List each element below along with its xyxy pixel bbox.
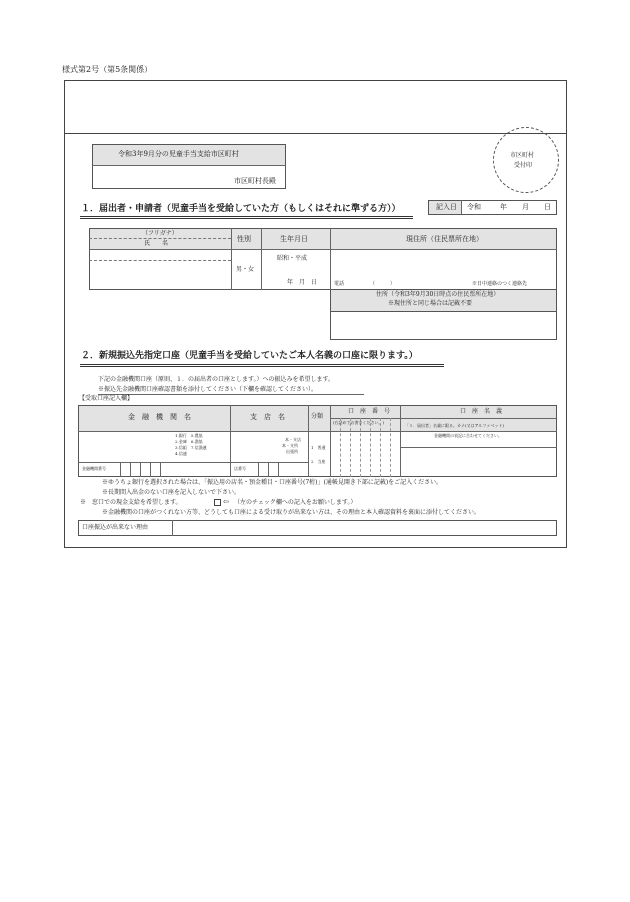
bank-type-2[interactable]: 2.金庫 6.漁協 — [175, 439, 203, 444]
stamp-line2: 受付印 — [514, 162, 533, 169]
reason-note: ※金融機関の口座がつくれない方等、どうしても口座による受け取りが出来ない方は、その理由と本人確認資料を裏面に添付してください。 — [102, 509, 481, 516]
name-field[interactable] — [90, 261, 230, 289]
col-account-no: 口 座 番 号 — [348, 408, 391, 415]
arrow-icon: ⇦ — [223, 498, 229, 506]
top-divider — [64, 133, 567, 134]
branch-name-field[interactable] — [231, 432, 283, 460]
entry-date-label: 記入日 — [436, 203, 457, 211]
stamp-line1: 市区町村 — [510, 152, 535, 159]
account-number-field[interactable] — [331, 432, 399, 476]
bank-type-1[interactable]: 1.銀行 5.農協 — [175, 433, 203, 438]
branch-type-3[interactable]: 出張所 — [286, 449, 298, 454]
section2-note2: ※振込先金融機関口座確認書類を添付してください（下欄を確認してください）。 — [98, 386, 318, 393]
bank-name-field[interactable] — [79, 432, 173, 460]
bank-type-4[interactable]: 4.信連 — [175, 451, 187, 456]
bank-type-3[interactable]: 3.信組 7.信漁連 — [175, 445, 207, 450]
prior-address-line2: ※現住所と同じ場合は記載不要 — [388, 300, 473, 307]
era-options[interactable]: 昭和・平成 — [277, 255, 308, 262]
col-branch: 支 店 名 — [250, 413, 285, 421]
reception-stamp — [493, 127, 559, 193]
furigana-label: （フリガナ） — [142, 230, 178, 237]
bank-section-label: 【受取口座記入欄】 — [79, 395, 134, 402]
name-label: 氏 名 — [144, 240, 169, 247]
cash-checkbox[interactable] — [214, 499, 221, 506]
entry-date-era: 令和 — [467, 203, 481, 211]
phone-field[interactable]: （ ） — [370, 281, 396, 287]
account-name-field[interactable] — [401, 448, 556, 476]
account-no-note: (右詰めでお書きください。) — [333, 420, 385, 425]
address-label: 現住所（住民票所在地） — [406, 235, 483, 243]
dob-ymd[interactable]: 年 月 日 — [287, 279, 318, 286]
col-account-name: 口 座 名 義 — [460, 408, 503, 415]
dob-label: 生年月日 — [280, 235, 308, 243]
bank-code-field[interactable] — [121, 463, 160, 476]
reason-label: 口座振込が出来ない理由 — [82, 524, 149, 531]
section1-title: １．届出者・申請者（児童手当を受給していた方（もしくはそれに準ずる方）） — [81, 204, 401, 214]
cash-note-tail: （左のチェック欄への記入をお願いします。） — [234, 499, 357, 506]
post-note2: ※長期間入出金のない口座を記入しないで下さい。 — [102, 489, 241, 496]
branch-type-2[interactable]: 本・支所 — [282, 443, 298, 448]
account-type-2[interactable]: 2 当座 — [311, 459, 326, 464]
account-name-note1: 「１．届出者」名義に限る。カナ(又はアルファベット) — [405, 423, 504, 428]
prior-address-field[interactable] — [330, 311, 557, 340]
municipality-header: 令和3年9月分の児童手当支給市区町村 — [118, 150, 239, 158]
section2-note1: 下記の金融機関口座（原則、１．の届出者の口座とします。）への振込みを希望します。 — [98, 376, 335, 383]
reason-field[interactable] — [173, 521, 556, 535]
gender-label: 性別 — [237, 235, 251, 243]
address-field[interactable] — [331, 250, 556, 276]
gender-options[interactable]: 男・女 — [236, 266, 255, 273]
form-number: 様式第2号（第5条関係） — [62, 65, 153, 74]
phone-label: 電話 — [334, 281, 345, 287]
branch-type-1[interactable]: 本・支店 — [285, 437, 301, 442]
prior-address-line1: 住所（令和3年9月30日時点の住民票所在地） — [376, 291, 500, 298]
mayor-label: 市区町村長殿 — [234, 177, 276, 185]
entry-month-label: 月 — [522, 203, 529, 211]
cash-note: ※ 窓口での現金支給を希望します。 — [80, 499, 182, 506]
account-type-1[interactable]: 1 普通 — [311, 445, 326, 450]
col-type: 分類 — [311, 413, 324, 420]
account-name-note2: 金融機関の表記に合わせてください。 — [434, 433, 502, 438]
post-note1: ※ゆうちょ銀行を選択された場合は、「振込用の店名・預金種目・口座番号(7桁)」(通帳見開き下部に記載)をご記入ください。 — [102, 479, 443, 486]
branch-code-label: 店番号 — [234, 466, 246, 471]
branch-code-field[interactable] — [259, 463, 287, 476]
bank-code-label: 金融機関番号 — [82, 466, 106, 471]
furigana-field[interactable] — [90, 250, 230, 259]
col-bank: 金 融 機 関 名 — [128, 413, 191, 421]
phone-note: ※日中連絡のつく連絡先 — [472, 281, 528, 287]
entry-day-label: 日 — [544, 203, 551, 211]
section2-title: ２．新規振込先指定口座（児童手当を受給していたご本人名義の口座に限ります。） — [81, 351, 418, 361]
entry-year-label: 年 — [500, 203, 507, 211]
